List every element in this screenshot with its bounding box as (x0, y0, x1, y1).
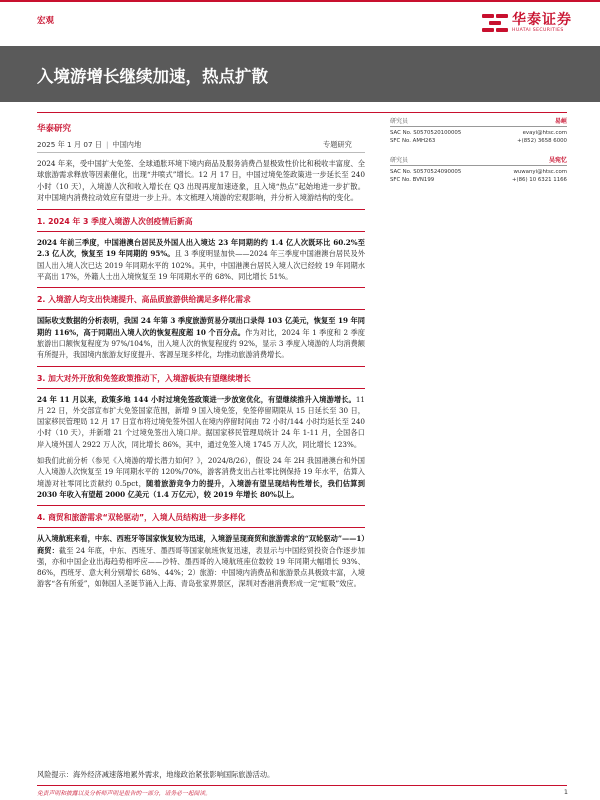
footer-disclaimer: 免责声明和披露以及分析师声明是报告的一部分，请务必一起阅读。 (37, 791, 211, 797)
analyst-sfc: SFC No. BVN199 (390, 177, 435, 183)
analyst-card (390, 155, 567, 184)
report-date: 2025 年 1 月 07 日 (37, 140, 102, 149)
header-divider (37, 112, 567, 113)
analyst-role: 研究员 (390, 118, 409, 125)
analyst-phone: +(86) 10 6321 1166 (511, 177, 567, 183)
analyst-phone: +(852) 3658 6000 (517, 138, 567, 144)
analyst-sac: SAC No. S0570524090005 (390, 169, 462, 175)
company-logo (482, 12, 572, 34)
page-number: 1 (563, 788, 568, 796)
section-heading: 1. 2024 年 3 季度入境游人次创疫情后新高 (37, 209, 365, 232)
analyst-role: 研究员 (390, 157, 409, 164)
analyst-sfc: SFC No. AMH263 (390, 138, 436, 144)
dateline: 2025 年 1 月 07 日 | 中国内地 (37, 140, 142, 149)
analyst-email[interactable]: evayi@htsc.com (522, 130, 567, 136)
body-text: 作为对比，2024 年 1 季度和 2 季度旅游出口额恢复程度为 97%/104%，出入境人次的恢复程度约 92%，显示 3 季度入境游的人均消费额有所提升，我国境内旅游友好度提升、客源呈现多样化，均推动旅游消费增长。 (37, 327, 365, 360)
report-category: 宏观 (37, 16, 55, 26)
lead-text: 随着旅游竞争力的提升，入境游有望呈现结构性增长，我们估算到 2030 年收入有望超 2000 亿美元（1.4 万亿元），较 2019 年增长 80%以上。 (37, 478, 365, 499)
report-type: 专题研究 (323, 140, 352, 149)
intro-paragraph: 2024 年来，受中国扩大免签、全球通胀环境下境内商品及服务消费凸显极致性价比和税收丰富度、全球旅游需求释放等因素催化，出现“井喷式”增长。12 月 17 日，中国过境免签政策进一步延长至 240 小时（10 天），入境游人次和收入增长在 Q3 出现再度加速迹象，且入境“热点”起始地进一步扩散。对中国境内消费拉动效应有望进一步上升。本文梳理入境游的宏观影响，并分析入境游结构的变化。 (37, 159, 365, 202)
research-label: 华泰研究 (37, 124, 72, 134)
section-paragraph (37, 237, 365, 282)
section-heading: 3. 加大对外开放和免签政策推动下，入境游板块有望继续增长 (37, 366, 365, 389)
analyst-card (390, 116, 567, 145)
analyst-sac: SAC No. S0570520100005 (390, 130, 462, 136)
section-paragraph (37, 394, 365, 450)
body-text: 11 月 22 日，外交部宣布扩大免签国家范围，新增 9 国入境免签，免签停留期限从 15 日延长至 30 日，国家移民管理局 12 月 17 日宣布将过境免签外国人在境内停留时间由 72 小时/144 小时均延长至 240 小时（10 天），并新增 21 个过境免签出入境口岸。据国家移民管理局统计 24 年 1-11 月，全国各口岸入境外国人 2922 万人次，同比增长 86%，其中，通过免签入境 1745 万人次，同比增长 123%。 (37, 394, 365, 449)
logo-cn-text: 华泰证券 (512, 12, 572, 28)
section-heading: 2. 入境游人均支出快速提升、高品质旅游供给满足多样化需求 (37, 287, 365, 310)
report-body (37, 158, 365, 595)
section-heading: 4. 商贸和旅游需求“双轮驱动”，入境人员结构进一步多样化 (37, 505, 365, 528)
body-text: 截至 24 年底，中东、西班牙、墨西哥等国家航班恢复迅速，表显示与中国经贸投资合作逐步加强，亦和中国企业出海趋势相呼应——沙特、墨西哥的入境航班座位数较 19 年同期大幅增长 93%、86%，西班牙、意大利分别增长 68%、44%；2）旅游：中国境内消费品和旅游景点具极致丰富，入境游客“各有所爱”，如韩国人圣诞节涌入上海、青岛张家界景区，深圳对香港消费形成一定“虹吸”效应。 (37, 545, 365, 589)
lead-text: 2024 年前三季度，中国港澳台居民及外国人出入境达 23 年同期的约 1.4 亿人次既环比 60.2%至 2.3 亿人次，恢复至 19 年同期的 95%。 (37, 238, 365, 259)
section-paragraph (37, 455, 365, 500)
section-paragraph (37, 533, 365, 589)
analyst-panel (390, 116, 567, 194)
body-text: 如我们此前分析（参见《入境游的增长潜力如何？》，2024/8/26），假设 24 年 2H 我国港澳台和外国人入境游人次恢复至 19 年同期水平的 120%/70%，游客消费支出占社零比例保持 19 年水平，估算入境游对社零同比贡献约 0.5pct， (37, 456, 365, 488)
analyst-email[interactable]: wuwanyi@htsc.com (513, 169, 567, 175)
analyst-name: 吴宛忆 (548, 157, 567, 164)
lead-text: 从入境航班来看，中东、西班牙等国家恢复较为迅速，入境游呈现商贸和旅游需求的“双轮驱动”——1）商贸： (37, 534, 365, 555)
footer-divider (37, 785, 567, 786)
meta-divider (37, 152, 365, 153)
top-accent-line (0, 0, 600, 2)
body-text: 且 3 季度明显加快——2024 年三季度中国港澳台居民及外国人出入境人次已达 2019 年同期水平的 102%。其中，中国港澳台居民入境人次已经较 19 年同期水平高出 17%，外籍人士出入境恢复至 19 年同期水平的 68%、同比增长 51%。 (37, 249, 365, 282)
section-paragraph (37, 315, 365, 360)
report-title: 入境游增长继续加速，热点扩散 (37, 67, 268, 86)
lead-text: 国际收支数据的分析表明，我国 24 年第 3 季度旅游贸易分项出口录得 103 亿美元，恢复至 19 年同期的 116%，高于同期出入境人次的恢复程度超 10 个百分点。 (37, 316, 365, 337)
analyst-name: 易峘 (554, 118, 567, 125)
risk-warning: 风险提示：海外经济减速落地累外需求，地缘政治紧张影响国际旅游活动。 (37, 770, 275, 779)
logo-mark-icon (482, 12, 508, 34)
lead-text: 24 年 11 月以来，政策多地 144 小时过境免签政策进一步放宽优化，有望继续推升入境游增长。 (37, 394, 356, 404)
report-region: 中国内地 (112, 140, 142, 149)
title-banner (0, 46, 600, 102)
logo-en-text: HUATAI SECURITIES (512, 28, 564, 33)
